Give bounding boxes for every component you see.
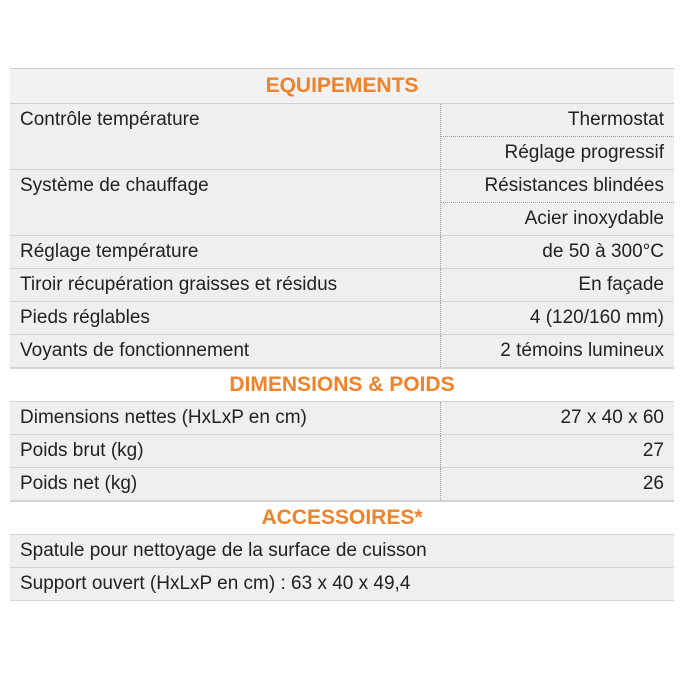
list-item: Spatule pour nettoyage de la surface de cuisson [10, 534, 674, 568]
row-label: Pieds réglables [20, 307, 150, 328]
row-value: Réglage progressif [441, 136, 674, 169]
row-label: Poids net (kg) [20, 473, 138, 494]
row-value: Thermostat [567, 109, 664, 130]
row-value: 27 x 40 x 60 [560, 407, 664, 428]
row-value: 27 [642, 440, 664, 461]
row-value: de 50 à 300°C [542, 241, 664, 262]
row-label: Tiroir récupération graisses et résidus [20, 274, 338, 295]
table-row [10, 435, 674, 468]
table-row [10, 302, 674, 335]
row-value: 4 (120/160 mm) [529, 307, 664, 328]
table-row [10, 335, 674, 368]
section-title-equipements: EQUIPEMENTS [10, 68, 674, 104]
row-label: Dimensions nettes (HxLxP en cm) [20, 407, 307, 428]
section-title-dimensions: DIMENSIONS & POIDS [10, 368, 674, 401]
spec-table [10, 68, 674, 601]
row-label: Système de chauffage [20, 175, 209, 196]
row-label: Voyants de fonctionnement [20, 340, 250, 361]
row-value: Résistances blindées [484, 175, 664, 196]
row-label: Contrôle température [20, 109, 200, 130]
table-row [10, 104, 674, 170]
row-value: 26 [642, 473, 664, 494]
table-row [10, 170, 674, 236]
table-row [10, 468, 674, 501]
table-row [10, 269, 674, 302]
section-title-accessoires: ACCESSOIRES* [10, 501, 674, 534]
table-row [10, 236, 674, 269]
row-label: Poids brut (kg) [20, 440, 144, 461]
row-label: Réglage température [20, 241, 199, 262]
row-value: 2 témoins lumineux [500, 340, 664, 361]
table-row [10, 401, 674, 435]
list-item: Support ouvert (HxLxP en cm) : 63 x 40 x 49,4 [10, 568, 674, 601]
row-value: Acier inoxydable [441, 202, 674, 235]
row-value: En façade [578, 274, 664, 295]
